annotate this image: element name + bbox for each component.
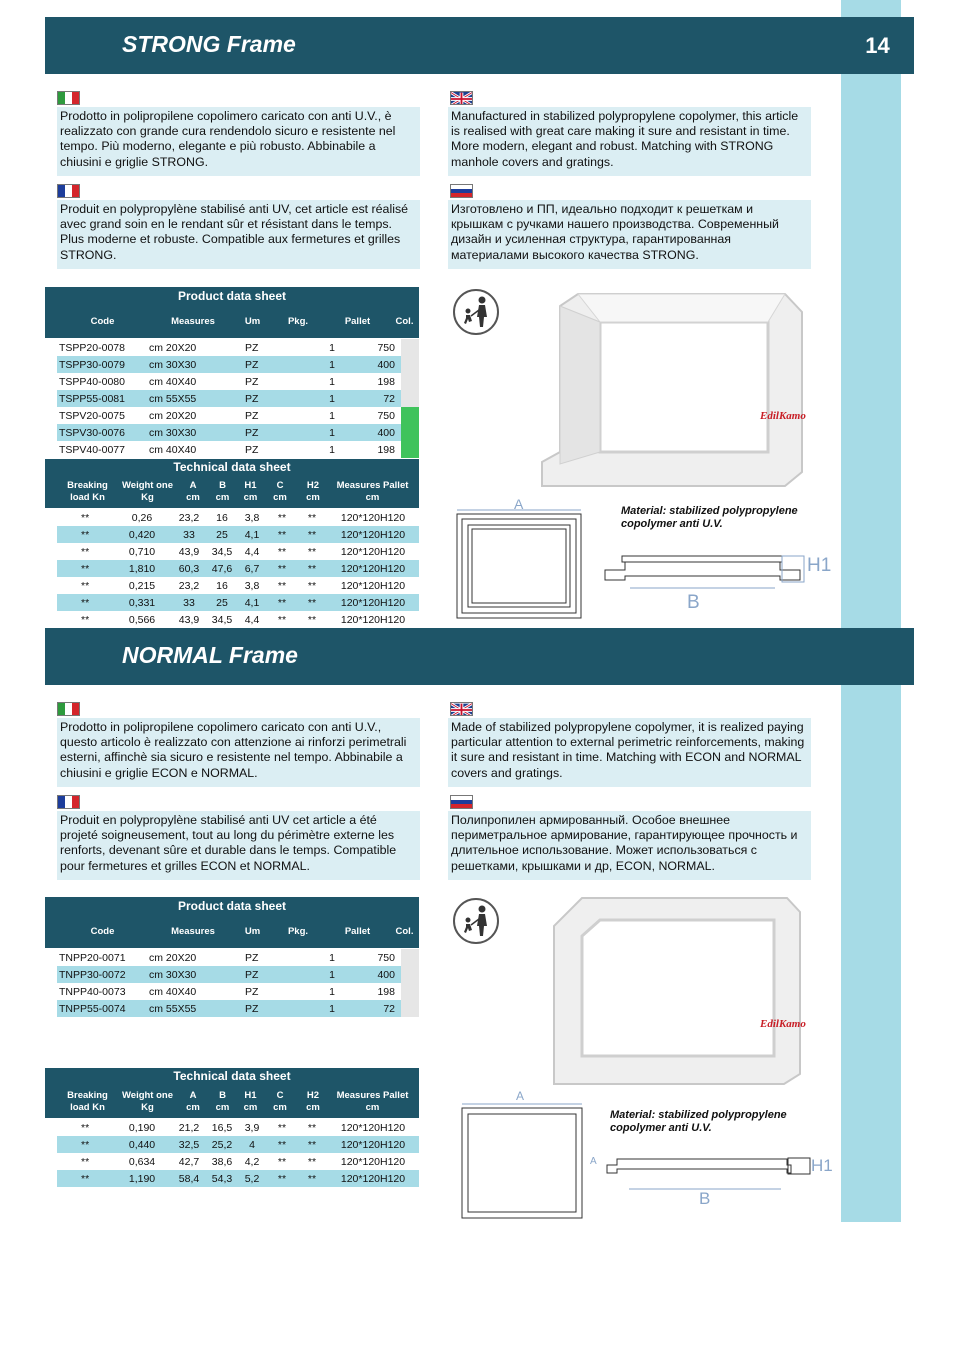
tech-col-unit: cm xyxy=(306,1102,320,1113)
tech-cell: 120*120H120 xyxy=(340,545,406,558)
tech-cell: 4,1 xyxy=(237,526,267,543)
tech-cell: 0,566 xyxy=(128,613,156,626)
table-row xyxy=(57,577,419,594)
tech-cell: 3,9 xyxy=(244,1121,260,1134)
cell-pallet: 72 xyxy=(345,390,401,407)
table-row xyxy=(57,966,419,983)
tech-cell: 0,215 xyxy=(128,579,156,592)
cell-measures: cm 40X40 xyxy=(149,443,197,456)
tech-cell: 0,440 xyxy=(113,1136,171,1153)
tech-col-unit: cm xyxy=(365,1102,380,1113)
tech-cell: 47,6 xyxy=(207,560,237,577)
tech-col-label: Measures Pallet xyxy=(336,1090,409,1101)
cell-pallet: 750 xyxy=(377,951,395,964)
strong-desc-en: Manufactured in stabilized polypropylene copolymer, this article is realised with great care making it sure and resistant in time. More modern, elegant and robust. Matching with STRONG manhole covers and gratings. xyxy=(448,107,811,176)
tech-cell: ** xyxy=(307,1155,317,1168)
cell-pkg: 1 xyxy=(329,951,335,964)
cell-um: PZ xyxy=(243,1000,289,1017)
tech-cell: 60,3 xyxy=(171,560,207,577)
tech-col-label: H2 xyxy=(306,1090,320,1101)
tech-cell: ** xyxy=(277,511,287,524)
cell-pkg: 1 xyxy=(289,1000,345,1017)
strong-tech-table xyxy=(57,509,419,628)
tech-cell: 43,9 xyxy=(178,545,200,558)
tech-col-label: Breaking xyxy=(67,1090,108,1101)
cell-code: TNPP20-0071 xyxy=(59,951,126,964)
tech-col-header xyxy=(60,1090,115,1114)
tech-cell: 16 xyxy=(216,579,228,592)
tech-cell: ** xyxy=(81,1155,90,1168)
col-pkg: Pkg. xyxy=(287,926,309,937)
tech-cell: 120*120H120 xyxy=(327,1136,419,1153)
tech-cell: 120*120H120 xyxy=(340,1155,406,1168)
table-row xyxy=(57,339,419,356)
cell-code: TSPV30-0076 xyxy=(57,424,147,441)
table-row xyxy=(57,1153,419,1170)
cell-um: PZ xyxy=(243,966,289,983)
tech-cell: ** xyxy=(267,560,297,577)
tech-cell: 0,420 xyxy=(113,526,171,543)
russia-flag-icon xyxy=(450,184,473,198)
tech-col-label: C xyxy=(276,480,284,491)
cell-pallet: 750 xyxy=(377,409,395,422)
tech-cell: 4 xyxy=(237,1136,267,1153)
tech-cell: ** xyxy=(307,545,317,558)
normal-frame-photo xyxy=(552,896,802,1086)
tech-cell: 120*120H120 xyxy=(327,594,419,611)
table-row xyxy=(57,390,419,407)
normal-tech-title: Technical data sheet xyxy=(45,1068,419,1086)
cell-code: TNPP40-0073 xyxy=(59,985,126,998)
color-swatch xyxy=(401,373,419,390)
tech-col-header xyxy=(210,1090,235,1114)
tech-col-unit: Kg xyxy=(141,1102,154,1113)
cell-measures: cm 30X30 xyxy=(147,356,243,373)
uk-flag-icon xyxy=(450,91,473,105)
color-swatch xyxy=(401,949,419,966)
tech-cell: 23,2 xyxy=(178,511,200,524)
normal-banner xyxy=(45,628,841,685)
cell-measures: cm 55X55 xyxy=(147,390,243,407)
tech-cell: ** xyxy=(277,545,287,558)
normal-desc-en: Made of stabilized polypropylene copolymer, it is realized paying particular attention to external perimetric reinforcements, making it sure and resistant in time. Matching with ECON and NORMAL covers and gratings. xyxy=(448,718,811,787)
tech-cell: 3,8 xyxy=(244,579,260,592)
tech-cell: 25 xyxy=(207,526,237,543)
cell-um: PZ xyxy=(245,341,259,354)
table-row xyxy=(57,526,419,543)
tech-cell: ** xyxy=(297,1170,327,1187)
normal-product-header xyxy=(45,916,419,948)
normal-brand-logo: EdilKamo xyxy=(760,1018,806,1030)
tech-cell: 32,5 xyxy=(171,1136,207,1153)
tech-col-header xyxy=(115,1090,180,1114)
cell-pallet: 72 xyxy=(345,1000,401,1017)
tech-cell: ** xyxy=(81,579,90,592)
cell-measures: cm 55X55 xyxy=(147,1000,243,1017)
tech-cell: 4,4 xyxy=(244,613,260,626)
cell-measures: cm 40X40 xyxy=(149,375,197,388)
cell-measures: cm 20X20 xyxy=(149,951,197,964)
cell-pkg: 1 xyxy=(289,356,345,373)
tech-cell: 42,7 xyxy=(178,1155,200,1168)
tech-cell: ** xyxy=(81,545,90,558)
tech-col-label: Measures Pallet xyxy=(336,480,409,491)
col-pkg: Pkg. xyxy=(287,316,309,327)
tech-col-unit: cm xyxy=(243,492,258,503)
strong-banner xyxy=(45,17,841,74)
tech-col-header xyxy=(270,1090,290,1114)
col-code: Code xyxy=(90,926,115,937)
normal-product-title: Product data sheet xyxy=(45,897,419,916)
strong-brand-logo: EdilKamo xyxy=(760,410,806,422)
uk-flag-icon xyxy=(450,702,473,716)
side-strip xyxy=(841,0,901,1222)
cell-code: TSPV40-0077 xyxy=(59,443,125,456)
table-row xyxy=(57,441,419,458)
cell-pkg: 1 xyxy=(289,424,345,441)
cell-pkg: 1 xyxy=(329,443,335,456)
tech-cell: 25 xyxy=(207,594,237,611)
tech-col-label: B xyxy=(219,1090,226,1101)
col-measures: Measures xyxy=(171,316,215,327)
tech-col-label: B xyxy=(219,480,226,491)
tech-cell: 38,6 xyxy=(211,1155,233,1168)
tech-cell: 0,634 xyxy=(128,1155,156,1168)
cell-measures: cm 30X30 xyxy=(147,424,243,441)
tech-cell: ** xyxy=(57,560,113,577)
tech-cell: 0,710 xyxy=(128,545,156,558)
col-pallet: Pallet xyxy=(344,926,371,937)
tech-cell: ** xyxy=(277,1155,287,1168)
tech-cell: 54,3 xyxy=(207,1170,237,1187)
cell-um: PZ xyxy=(243,424,289,441)
cell-pkg: 1 xyxy=(329,375,335,388)
normal-dim-h1: H1 xyxy=(811,1156,833,1175)
tech-col-unit: cm xyxy=(365,492,380,503)
tech-cell: ** xyxy=(57,1136,113,1153)
cell-pallet: 400 xyxy=(345,966,401,983)
tech-col-header xyxy=(238,480,263,504)
tech-col-header xyxy=(183,1090,203,1114)
color-swatch xyxy=(401,983,419,1000)
tech-col-label: Breaking xyxy=(67,480,108,491)
tech-cell: ** xyxy=(307,613,317,626)
tech-col-label: H2 xyxy=(306,480,320,491)
tech-cell: ** xyxy=(267,1136,297,1153)
strong-product-header xyxy=(45,306,419,338)
table-row xyxy=(57,983,419,1000)
tech-cell: 34,5 xyxy=(211,545,233,558)
cell-code: TNPP30-0072 xyxy=(57,966,147,983)
tech-col-label: Weight one xyxy=(121,1090,174,1101)
italy-flag-icon xyxy=(57,91,80,105)
tech-cell: ** xyxy=(277,579,287,592)
tech-col-header xyxy=(183,480,203,504)
tech-col-label: Weight one xyxy=(121,480,174,491)
cell-pallet: 400 xyxy=(345,356,401,373)
tech-cell: ** xyxy=(297,594,327,611)
color-swatch xyxy=(401,966,419,983)
tech-col-label: A xyxy=(189,480,197,491)
tech-col-header xyxy=(298,480,328,504)
tech-cell: ** xyxy=(57,594,113,611)
cell-measures: cm 20X20 xyxy=(149,341,197,354)
cell-pkg: 1 xyxy=(329,409,335,422)
tech-cell: ** xyxy=(57,526,113,543)
tech-cell: 5,2 xyxy=(237,1170,267,1187)
cell-um: PZ xyxy=(243,390,289,407)
cell-pallet: 198 xyxy=(377,985,395,998)
normal-desc-fr: Produit en polypropylène stabilisé anti UV cet article a été projeté soigneusement, tout au long du périmètre externe les renforts, devenant sûre et durable dans le temps. Compatible pour fermetures et grilles ECON et NORMAL. xyxy=(57,811,420,880)
normal-tech-header xyxy=(45,1086,419,1118)
cell-pallet: 750 xyxy=(377,341,395,354)
tech-cell: 120*120H120 xyxy=(327,526,419,543)
child-safety-icon xyxy=(453,289,499,335)
tech-cell: 1,810 xyxy=(113,560,171,577)
tech-col-header xyxy=(210,480,235,504)
table-row xyxy=(57,1119,419,1136)
col-um: Um xyxy=(244,926,261,937)
color-swatch xyxy=(401,441,419,458)
tech-col-header xyxy=(330,1090,415,1114)
tech-col-header xyxy=(270,480,290,504)
table-row xyxy=(57,373,419,390)
tech-col-header xyxy=(330,480,415,504)
tech-cell: ** xyxy=(307,1121,317,1134)
tech-col-unit: Kg xyxy=(141,492,154,503)
cell-pkg: 1 xyxy=(289,966,345,983)
color-swatch xyxy=(401,390,419,407)
tech-cell: 34,5 xyxy=(211,613,233,626)
tech-cell: ** xyxy=(307,579,317,592)
strong-material-label: Material: stabilized polypropylene copolymer anti U.V. xyxy=(621,505,798,530)
cell-um: PZ xyxy=(245,443,259,456)
strong-dim-b: B xyxy=(687,592,700,613)
table-row xyxy=(57,1000,419,1017)
cell-code: TSPP55-0081 xyxy=(57,390,147,407)
tech-cell: 120*120H120 xyxy=(340,1121,406,1134)
cell-code: TSPP30-0079 xyxy=(57,356,147,373)
tech-cell: 4,4 xyxy=(244,545,260,558)
tech-cell: 120*120H120 xyxy=(327,560,419,577)
table-row xyxy=(57,1136,419,1153)
col-pallet: Pallet xyxy=(344,316,371,327)
strong-desc-ru: Изготовлено и ПП, идеально подходит к решеткам и крышкам с ручками нашего производства. Современный дизайн и усиленная структура, гарантированная материалами высокого качества STRONG. xyxy=(448,200,811,269)
tech-col-unit: load Kn xyxy=(70,492,105,503)
table-row xyxy=(57,407,419,424)
tech-cell: 120*120H120 xyxy=(327,1170,419,1187)
cell-pkg: 1 xyxy=(289,390,345,407)
tech-cell: 6,7 xyxy=(237,560,267,577)
normal-banner-tab xyxy=(841,628,914,685)
strong-frame-photo xyxy=(540,292,805,488)
tech-cell: ** xyxy=(277,1121,287,1134)
tech-cell: ** xyxy=(57,1170,113,1187)
russia-flag-icon xyxy=(450,795,473,809)
color-swatch xyxy=(401,339,419,356)
tech-col-unit: cm xyxy=(273,492,287,503)
table-row xyxy=(57,1170,419,1187)
cell-um: PZ xyxy=(243,356,289,373)
color-swatch xyxy=(401,424,419,441)
cell-um: PZ xyxy=(245,985,259,998)
tech-cell: 3,8 xyxy=(244,511,260,524)
tech-cell: 0,26 xyxy=(131,511,153,524)
tech-cell: ** xyxy=(267,594,297,611)
strong-tech-header xyxy=(45,476,419,508)
tech-cell: 23,2 xyxy=(178,579,200,592)
color-swatch xyxy=(401,1000,419,1017)
tech-cell: 58,4 xyxy=(171,1170,207,1187)
strong-product-title: Product data sheet xyxy=(45,287,419,306)
tech-cell: 16 xyxy=(216,511,228,524)
tech-col-header xyxy=(60,480,115,504)
col-measures: Measures xyxy=(171,926,215,937)
tech-cell: ** xyxy=(267,526,297,543)
tech-cell: ** xyxy=(297,526,327,543)
color-swatch xyxy=(401,407,419,424)
strong-dim-h1: H1 xyxy=(807,555,832,576)
tech-col-unit: cm xyxy=(273,1102,287,1113)
table-row xyxy=(57,509,419,526)
tech-cell: 25,2 xyxy=(207,1136,237,1153)
italy-flag-icon xyxy=(57,702,80,716)
tech-cell: 21,2 xyxy=(178,1121,200,1134)
normal-desc-it: Prodotto in polipropilene copolimero caricato con anti U.V., questo articolo è realizzato con attenzione ai rinforzi perimetrali esterni, affinchè sia sicuro e resistente nel tempo. Abbinabile a chiusini e griglie ECON e NORMAL. xyxy=(57,718,420,787)
col-color: Col. xyxy=(395,926,414,937)
normal-dim-b: B xyxy=(699,1189,711,1208)
france-flag-icon xyxy=(57,184,80,198)
cell-pkg: 1 xyxy=(329,985,335,998)
cell-pkg: 1 xyxy=(329,341,335,354)
tech-cell: 120*120H120 xyxy=(340,579,406,592)
tech-cell: ** xyxy=(81,511,90,524)
page-number: 14 xyxy=(841,17,914,74)
cell-um: PZ xyxy=(245,375,259,388)
col-color: Col. xyxy=(395,316,414,327)
strong-desc-it: Prodotto in polipropilene copolimero caricato con anti U.V., è realizzato con grande cura rendendolo sicuro e resistente nel tempo. Più moderno, elegante e più robusto. Abbinabile a chiusini e griglie STRONG. xyxy=(57,107,420,176)
color-swatch xyxy=(401,356,419,373)
cell-um: PZ xyxy=(245,951,259,964)
table-row xyxy=(57,594,419,611)
cell-pallet: 198 xyxy=(377,375,395,388)
tech-cell: 16,5 xyxy=(211,1121,233,1134)
normal-dim-a2: A xyxy=(590,1156,597,1167)
strong-top-drawing xyxy=(455,500,585,620)
tech-col-unit: load Kn xyxy=(70,1102,105,1113)
tech-cell: 4,1 xyxy=(237,594,267,611)
table-row xyxy=(57,560,419,577)
tech-col-header xyxy=(238,1090,263,1114)
cell-measures: cm 30X30 xyxy=(147,966,243,983)
tech-col-label: A xyxy=(189,1090,197,1101)
tech-cell: 4,2 xyxy=(244,1155,260,1168)
france-flag-icon xyxy=(57,795,80,809)
tech-cell: 43,9 xyxy=(178,613,200,626)
cell-measures: cm 20X20 xyxy=(149,409,197,422)
cell-code: TSPV20-0075 xyxy=(59,409,125,422)
strong-desc-fr: Produit en polypropylène stabilisé anti UV, cet article est réalisé avec grand soin en le rendant sûr et résistant dans le temps. Plus moderne et robuste. Compatible aux fermetures et grilles STRONG. xyxy=(57,200,420,269)
table-row xyxy=(57,611,419,628)
strong-dim-a: A xyxy=(514,496,524,512)
table-row xyxy=(57,356,419,373)
cell-code: TSPP40-0080 xyxy=(59,375,125,388)
tech-cell: ** xyxy=(307,511,317,524)
tech-col-label: C xyxy=(276,1090,284,1101)
cell-pallet: 400 xyxy=(345,424,401,441)
tech-cell: 120*120H120 xyxy=(340,511,406,524)
tech-col-header xyxy=(115,480,180,504)
tech-cell: ** xyxy=(81,1121,90,1134)
tech-cell: 120*120H120 xyxy=(340,613,406,626)
tech-cell: 0,190 xyxy=(128,1121,156,1134)
cell-code: TSPP20-0078 xyxy=(59,341,125,354)
cell-um: PZ xyxy=(245,409,259,422)
tech-col-unit: cm xyxy=(243,1102,258,1113)
normal-dim-a: A xyxy=(516,1089,525,1103)
normal-top-drawing xyxy=(460,1100,585,1220)
table-row xyxy=(57,424,419,441)
tech-col-label: H1 xyxy=(244,480,257,491)
tech-col-unit: cm xyxy=(215,1102,230,1113)
cell-code: TNPP55-0074 xyxy=(57,1000,147,1017)
tech-col-unit: cm xyxy=(306,492,320,503)
normal-product-table xyxy=(57,949,419,1017)
col-code: Code xyxy=(90,316,115,327)
strong-tech-title: Technical data sheet xyxy=(45,459,419,476)
strong-product-table xyxy=(57,339,419,458)
normal-material-label: Material: stabilized polypropylene copolymer anti U.V. xyxy=(610,1109,787,1134)
tech-col-unit: cm xyxy=(186,1102,200,1113)
table-row xyxy=(57,543,419,560)
tech-cell: 1,190 xyxy=(113,1170,171,1187)
tech-cell: ** xyxy=(81,613,90,626)
normal-desc-ru: Полипропилен армированный. Особое внешнее периметральное армирование, гарантирующее прочность и длительное использование. Может использоваться с решетками, крышками и др, ECON, NORMAL. xyxy=(448,811,811,880)
tech-cell: ** xyxy=(277,613,287,626)
tech-col-label: H1 xyxy=(244,1090,257,1101)
cell-pallet: 198 xyxy=(377,443,395,456)
normal-title: NORMAL Frame xyxy=(122,642,298,668)
col-um: Um xyxy=(244,316,261,327)
tech-cell: 0,331 xyxy=(113,594,171,611)
tech-col-unit: cm xyxy=(186,492,200,503)
normal-tech-table xyxy=(57,1119,419,1187)
cell-measures: cm 40X40 xyxy=(149,985,197,998)
tech-cell: ** xyxy=(267,1170,297,1187)
tech-col-unit: cm xyxy=(215,492,230,503)
table-row xyxy=(57,949,419,966)
tech-col-header xyxy=(298,1090,328,1114)
tech-cell: 33 xyxy=(171,526,207,543)
tech-cell: ** xyxy=(297,560,327,577)
tech-cell: ** xyxy=(297,1136,327,1153)
tech-cell: 33 xyxy=(171,594,207,611)
child-safety-icon xyxy=(453,898,499,944)
strong-side-drawing xyxy=(600,548,805,596)
strong-title: STRONG Frame xyxy=(122,31,296,57)
